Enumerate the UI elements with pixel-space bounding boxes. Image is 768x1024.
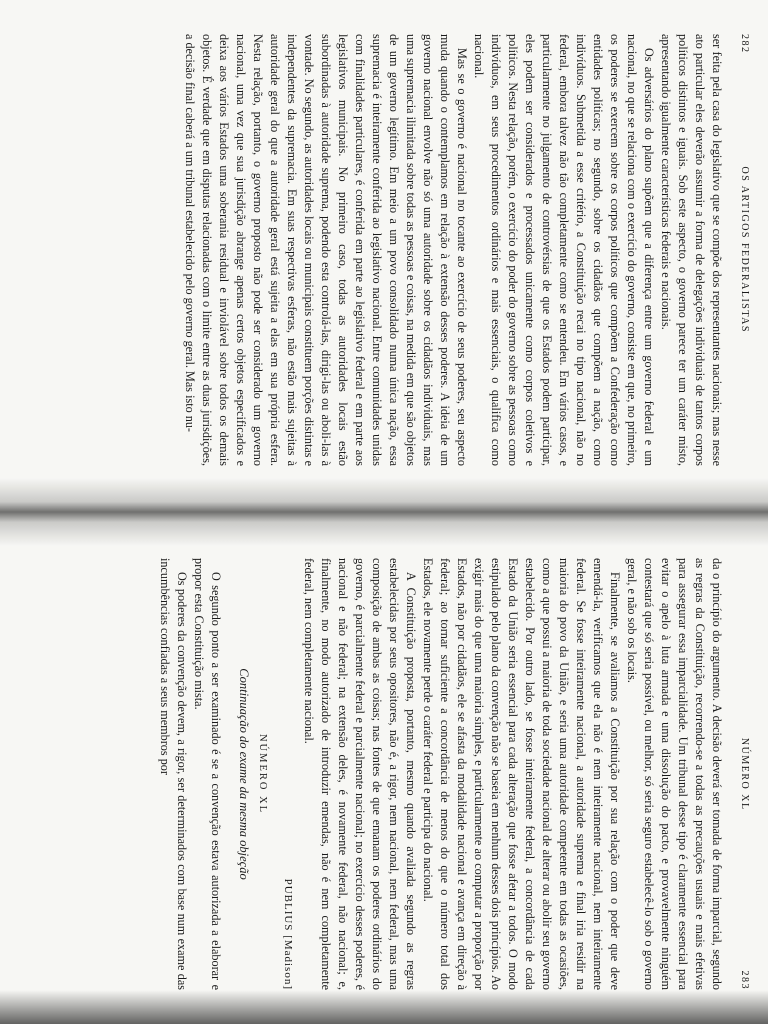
paragraph: Os adversários do plano supõem que a diferença entre um governo federal e um nacional, no que se relaciona com o exercício do governo, consiste em que, no primeiro, os poderes se exercem sobre os corpos políticos que compõem a Confederação como entidades políticas; no segundo, sobre os cidadãos que compõem a nação, como indivíduos. Submetida a esse critério, a Constituição recai no tipo nacional, não no federal, embora talvez não tão completamente como se entendeu. Em vários casos, e particularmente no julgamento de controvérsias de que os Estados podem participar, eles podem ser considerados e processados unicamente como corpos coletivos e políticos. Nesta relação, porém, o exercício do poder do governo sobre as pessoas como indivíduos, em seus procedimentos ordinários e mais essenciais, o qualifica como nacional. xyxy=(472,34,656,466)
right-page-number: 283 xyxy=(739,970,750,990)
right-page xyxy=(0,524,768,1024)
paragraph: ser feita pela casa do legislativo que se compõe dos representantes nacionais; mas nesse ato particular eles deverão assumir a forma de delegações individuais de tantos corpos políticos distintos e iguais. Sob este aspecto, o governo parece ter um caráter misto, apresentando igualmente características federais e nacionais. xyxy=(659,34,724,466)
right-page-header xyxy=(739,558,750,990)
left-page-number: 282 xyxy=(739,34,750,54)
paragraph: A Constituição proposta, portanto, mesmo quando avaliada segundo as regras estabelecidas por seus opositores, não é, a rigor, nem nacional, nem federal, mas uma composição de ambas as coisas; nas fontes de que emanam os poderes ordinários do governo, é parcialmente federal e parcialmente nacional; no exercício desses poderes, é nacional e não federal; na extensão deles, é novamente federal, não nacional; e, finalmente, no modo autorizado de introduzir emendas, não é nem completamente federal, nem completamente nacional. xyxy=(302,558,418,990)
section-subtitle: Continuação do exame da mesma objeção xyxy=(237,668,251,880)
left-running-head: OS ARTIGOS FEDERALISTAS xyxy=(739,166,750,333)
paragraph: da o princípio do argumento. A decisão deverá ser tomada de forma imparcial, segundo as regras da Constituição, recorrendo-se a todas as precauções usuais e mais efetivas para assegurar essa imparcialidade. Um tribunal desse tipo é claramente essencial para evitar o apelo à luta armada e uma dissolução do pacto, e provavelmente ninguém contestará que só seria possível, ou melhor, só seria seguro estabelecê-lo sob o governo geral, e não sob os locais. xyxy=(625,558,724,990)
paragraph: Finalmente, se avaliamos a Constituição por sua relação com o poder que deve emendá-la, verificamos que ela não é nem inteiramente nacional, nem inteiramente federal. Se fosse inteiramente nacional, a autoridade suprema e final iria residir na maioria do povo da União, e seria uma autoridade competente em todas as ocasiões, como a que possui a maioria de toda sociedade nacional de alterar ou abolir seu governo estabelecido. Por outro lado, se fosse inteiramente federal, a concordância de cada Estado da União seria essencial para cada alteração que fosse afetar a todos. O modo estipulado pelo plano da convenção não se baseia em nenhum desses dois princípios. Ao exigir mais do que uma maioria simples, e particularmente ao computar a proporção por Estados, não por cidadãos, ele se afasta da modalidade nacional e avança em direção à federal; ao tornar suficiente a concordância de menos do que o número total dos Estados, ele novamente perde o caráter federal e participa do nacional. xyxy=(421,558,622,990)
page-edge-shadow xyxy=(0,990,768,1024)
left-page-body xyxy=(181,34,725,466)
signature: PUBLIUS [Madison] xyxy=(282,878,294,990)
left-page xyxy=(0,0,768,500)
section-heading: NÚMERO XL xyxy=(257,733,268,815)
right-running-head: NÚMERO XL xyxy=(739,737,750,811)
right-page-body xyxy=(156,558,725,990)
paragraph: O segundo ponto a ser examinado é se a convenção estava autorizada a elaborar e propor esta Constituição mista. xyxy=(192,558,223,990)
paragraph: Mas se o governo é nacional no tocante ao exercício de seus poderes, seu aspecto muda quando o contemplamos em relação à extensão desses poderes. A ideia de um governo nacional envolve não só uma autoridade sobre os cidadãos individuais, mas uma supremacia ilimitada sobre todas as pessoas e coisas, na medida em que são objetos de um governo legítimo. Em meio a um povo consolidado numa única nação, essa supremacia é inteiramente conferida ao legislativo nacional. Entre comunidades unidas com finalidades particulares, é conferida em parte ao legislativo federal e em parte aos legislativos municipais. No primeiro caso, todas as autoridades locais estão subordinadas à autoridade suprema, podendo esta controlá-las, dirigi-las ou aboli-las à vontade. No segundo, as autoridades locais ou municipais constituem porções distintas e independentes da supremacia. Em suas respectivas esferas, não estão mais sujeitas à autoridade geral do que a autoridade geral está sujeita a elas em sua própria esfera. Nesta relação, portanto, o governo proposto não pode ser considerado um governo nacional, uma vez que sua jurisdição abrange apenas certos objetos especificados e deixa aos vários Estados uma soberania residual e inviolável sobre todos os demais objetos. É verdade que em disputas relacionadas com o limite entre as duas jurisdições, a decisão final caberá a um tribunal estabelecido pelo governo geral. Mas isto nu- xyxy=(183,34,469,466)
left-page-header xyxy=(739,34,750,466)
paragraph: Os poderes da convenção devem, a rigor, ser determinados com base num exame das incumbências confiadas a seus membros por xyxy=(158,558,189,990)
